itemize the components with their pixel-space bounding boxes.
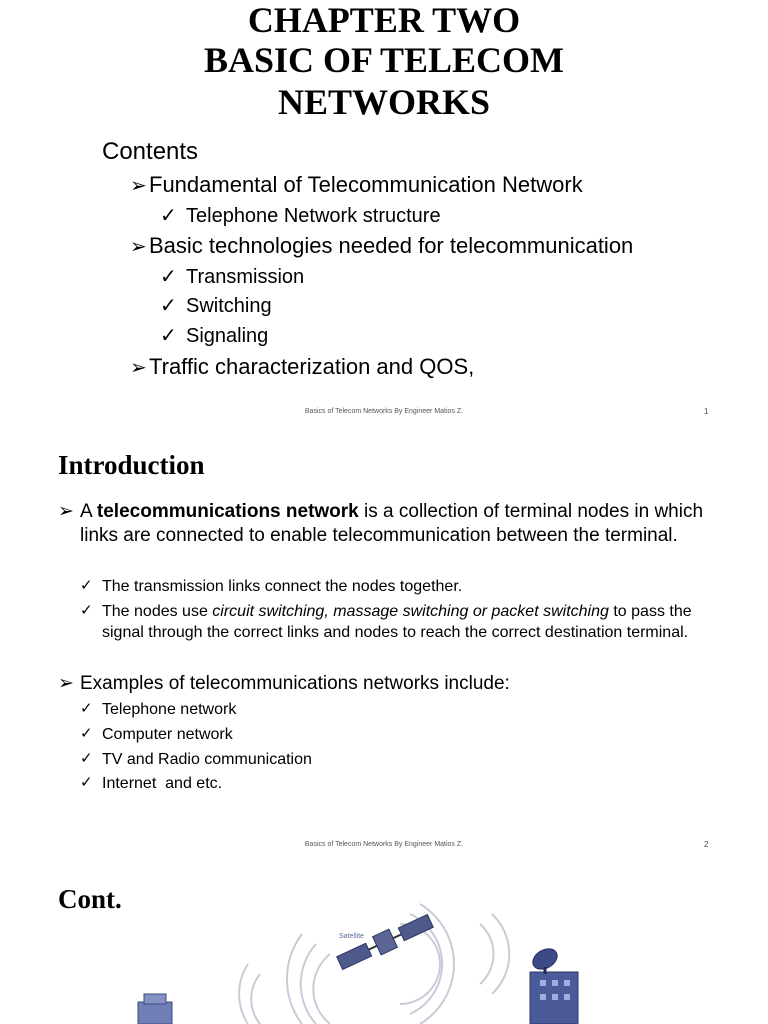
check-bullet-icon: ✓ xyxy=(80,602,93,619)
contents-subitem xyxy=(160,203,441,228)
chapter-title-line-3: NETWORKS xyxy=(277,82,491,122)
arrow-bullet-icon: ➢ xyxy=(130,236,147,258)
contents-item xyxy=(130,172,583,198)
contents-item xyxy=(130,354,474,380)
contents-subitem xyxy=(160,293,272,318)
slide-footer: Basics of Telecom Networks By Engineer Matios Z. xyxy=(304,408,464,415)
arrow-bullet-icon: ➢ xyxy=(58,501,74,522)
page-number: 2 xyxy=(704,840,709,849)
contents-subitem xyxy=(160,264,304,289)
example-item: Computer network xyxy=(102,726,233,743)
slide-footer: Basics of Telecom Networks By Engineer Matios Z. xyxy=(304,841,464,848)
check-bullet-icon: ✓ xyxy=(80,577,93,594)
slide-1 xyxy=(0,0,768,432)
contents-subitem-text: Telephone Network structure xyxy=(186,205,441,227)
chapter-title-line-2: BASIC OF TELECOM xyxy=(203,40,565,80)
check-bullet-icon: ✓ xyxy=(160,266,177,288)
check-bullet-icon: ✓ xyxy=(160,295,177,317)
arrow-bullet-icon: ➢ xyxy=(130,357,147,379)
radio-waves-icon xyxy=(239,904,509,1024)
slide-heading: Introduction xyxy=(58,450,205,480)
sub-point-prefix: The nodes use xyxy=(102,603,213,620)
contents-subitem-text: Switching xyxy=(186,295,272,317)
example-item: TV and Radio communication xyxy=(102,751,312,768)
check-bullet-icon: ✓ xyxy=(80,750,93,767)
slide-3 xyxy=(0,864,768,1024)
check-bullet-icon: ✓ xyxy=(80,725,93,742)
check-bullet-icon: ✓ xyxy=(80,700,93,717)
example-item: Telephone network xyxy=(102,701,237,718)
definition-rest: is a collection of terminal nodes in which links are connected to enable telecommunication between the terminal. xyxy=(80,501,704,546)
contents-item-text: Basic technologies needed for telecommunication xyxy=(149,233,634,258)
building-icon xyxy=(138,994,172,1024)
check-bullet-icon: ✓ xyxy=(80,774,93,791)
sub-point: The transmission links connect the nodes together. xyxy=(102,578,463,595)
example-item: Internet and etc. xyxy=(102,775,223,792)
chapter-title-line-1: CHAPTER TWO xyxy=(247,0,521,40)
sub-point xyxy=(102,601,702,643)
satellite-label: Satellite xyxy=(339,933,364,940)
slide-2 xyxy=(0,432,768,864)
definition-term: telecommunications network xyxy=(96,501,359,522)
switching-types: circuit switching, massage switching or packet switching xyxy=(212,603,609,620)
examples-intro: Examples of telecommunications networks include: xyxy=(80,673,510,694)
contents-item-text: Traffic characterization and QOS, xyxy=(149,354,475,379)
sub-point-rest: to pass the signal through the correct links and nodes to reach the correct destination terminal. xyxy=(102,603,692,641)
contents-item xyxy=(130,233,633,259)
contents-subitem xyxy=(160,323,268,348)
contents-subitem-text: Transmission xyxy=(186,266,305,288)
arrow-bullet-icon: ➢ xyxy=(130,175,147,197)
slide-heading: Cont. xyxy=(58,884,122,914)
page-number: 1 xyxy=(704,407,709,416)
check-bullet-icon: ✓ xyxy=(160,325,177,347)
satellite-icon xyxy=(335,912,434,972)
definition-prefix: A xyxy=(80,501,97,522)
arrow-bullet-icon: ➢ xyxy=(58,673,74,694)
definition-paragraph xyxy=(80,500,710,548)
ground-station-icon xyxy=(529,945,578,1024)
contents-subitem-text: Signaling xyxy=(186,325,269,347)
network-illustration xyxy=(0,864,768,1024)
contents-item-text: Fundamental of Telecommunication Network xyxy=(149,172,583,197)
contents-label: Contents xyxy=(102,138,199,165)
check-bullet-icon: ✓ xyxy=(160,205,177,227)
